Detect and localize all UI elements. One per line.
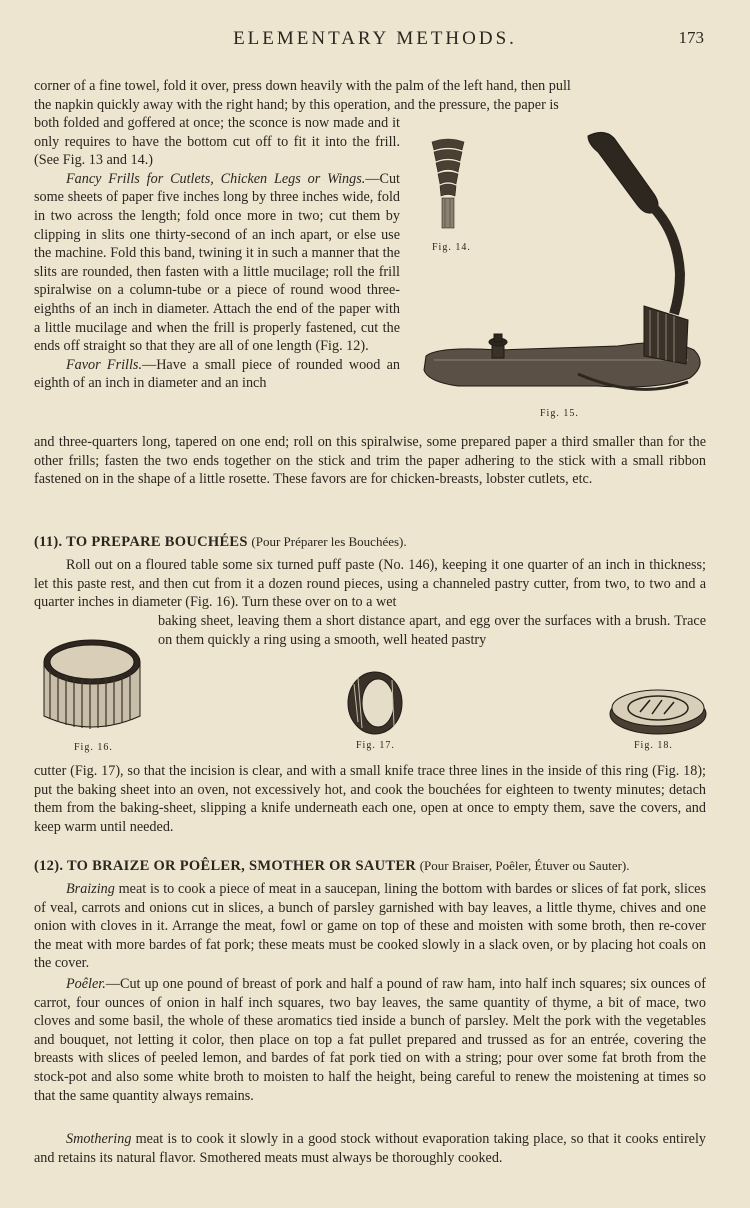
page-number: 173 xyxy=(678,28,704,47)
fancy-frills-title: Fancy Frills for Cutlets, Chicken Legs or Wings. xyxy=(66,170,366,187)
figure-17-caption: Fig. 17. xyxy=(356,740,395,751)
figure-14-caption: Fig. 14. xyxy=(432,242,471,253)
poeler-paragraph xyxy=(34,975,706,1105)
braizing-label: Braizing xyxy=(66,881,115,897)
running-header xyxy=(0,26,750,52)
fancy-frills-paragraph xyxy=(34,170,400,356)
braizing-paragraph xyxy=(34,880,706,973)
favor-frills-title: Favor Frills. xyxy=(66,356,142,373)
section-11-para-1-narrow: baking sheet, leaving them a short distance apart, and egg over the surfaces with a brush. Trace on them quickly a ring using a smooth, well heated pastry xyxy=(158,613,706,648)
section-12-heading xyxy=(34,858,714,875)
intro-line-2: the napkin quickly away with the right hand; by this operation, and the pressure, the paper is xyxy=(34,97,559,113)
figure-18-traced-bouchee xyxy=(606,682,710,738)
section-11-french: (Pour Préparer les Bouchées). xyxy=(251,534,407,549)
favor-frills-text-narrow: —Have a small piece of rounded wood an eighth of an inch in diameter and an inch xyxy=(34,356,400,392)
narrow-column xyxy=(34,114,400,393)
braizing-text: meat is to cook a piece of meat in a saucepan, lining the bottom with bardes or slices of fat pork, slices of veal, carrots and onions cut in slices, a bunch of parsley garnished with bay leaves, a little thyme, chives and one onion with cloves in it. Arrange the meat, fowl or game on top of these and moisten with some broth, then re-cover the meat with more bardes of fat pork; these meats must be cooked slowly in a slack oven, or by placing hot coals on the cover. xyxy=(34,881,706,972)
section-11-para-1: Roll out on a floured table some six turned puff paste (No. 146), keeping it one quarter of an inch in thickness; let this paste rest, and then cut from it a dozen round pieces, using a channeled pastry cutter, from two, to two and a quarter inches in diameter (Fig. 16). Turn these over on to a wet xyxy=(34,557,706,611)
page-title: ELEMENTARY METHODS. xyxy=(233,28,517,49)
fancy-frills-text: —Cut some sheets of paper five inches long by three inches wide, fold in two across the length; fold once more in two; cut them by clipping in slits one thirty-second of an inch apart, or else use the machine. Fold this band, twining it in such a manner that the slits are rounded, then fasten with a little mucilage; roll the frill spiralwise on a column-tube or a piece of round wood three-eighths of an inch in diameter. Attach the end of the paper with a little mucilage and when the frill is properly fastened, cut the ends off straight so that they are all of one length (Fig. 12). xyxy=(34,170,400,355)
poeler-label: Poêler. xyxy=(66,976,106,992)
figure-17-smooth-cutter xyxy=(344,668,406,738)
smothering-paragraph xyxy=(34,1130,706,1167)
favor-frills-text-wide: and three-quarters long, tapered on one end; roll on this spiralwise, some prepared paper a third smaller than for the other frills; fasten the two ends together on the stick and trim the paper adhering to the stick with a small ribbon fastened on in the shape of a little rosette. These favors are for chicken-breasts, lobster cutlets, etc. xyxy=(34,434,706,488)
poeler-text: —Cut up one pound of breast of pork and half a pound of raw ham, into half inch squares; six ounces of carrot, four ounces of onion in half inch squares, two bay leaves, the same quantity of thyme, a bit of mace, two cloves and some basil, the whole of these aromatics tied inside a bunch of parsley. Melt the pork with the vegetables and bouquet, not letting it color, then place on top a fat pullet prepared and trussed as for an entrée, covering the breasts with slices of peeled lemon, and bardes of fat pork tied on with a string; pour over some fat broth from the stock-pot and also some white broth to moisten to half the height, being careful to renew the moistening at times so that the same quantity always remains. xyxy=(34,976,706,1104)
figure-16-channeled-cutter xyxy=(38,626,148,738)
intro-continuation: both folded and goffered at once; the sconce is now made and it only requires to have the bottom cut off to fit it into the frill. (See Fig. 13 and 14.) xyxy=(34,115,400,169)
figure-18-caption: Fig. 18. xyxy=(634,740,673,751)
section-12-french: (Pour Braiser, Poêler, Étuver ou Sauter). xyxy=(419,858,630,873)
intro-line-1: corner of a fine towel, fold it over, press down heavily with the palm of the left hand, then pull xyxy=(34,78,571,94)
section-12-title: (12). TO BRAIZE OR POÊLER, SMOTHER OR SAUTER xyxy=(34,858,417,874)
smothering-text: meat is to cook it slowly in a good stock without evaporation taking place, so that it cooks entirely and retains its natural flavor. Smothered meats must always be thoroughly cooked. xyxy=(34,1131,706,1166)
section-11-heading xyxy=(34,534,714,551)
figure-15-caption: Fig. 15. xyxy=(540,408,579,419)
favor-frills-paragraph xyxy=(34,356,400,393)
figure-16-caption: Fig. 16. xyxy=(74,742,113,753)
figure-15-frill-machine xyxy=(418,124,710,404)
section-11-para-2: cutter (Fig. 17), so that the incision is clear, and with a small knife trace three lines in the inside of this ring (Fig. 18); put the baking sheet into an oven, not excessively hot, and cook the bouchées for eighteen to twenty minutes; detach them from the baking-sheet, slipping a knife underneath each one, open at once to empty them, save the covers, and keep warm until needed. xyxy=(34,763,706,835)
smothering-label: Smothering xyxy=(66,1131,132,1147)
section-11-title: (11). TO PREPARE BOUCHÉES xyxy=(34,534,248,550)
